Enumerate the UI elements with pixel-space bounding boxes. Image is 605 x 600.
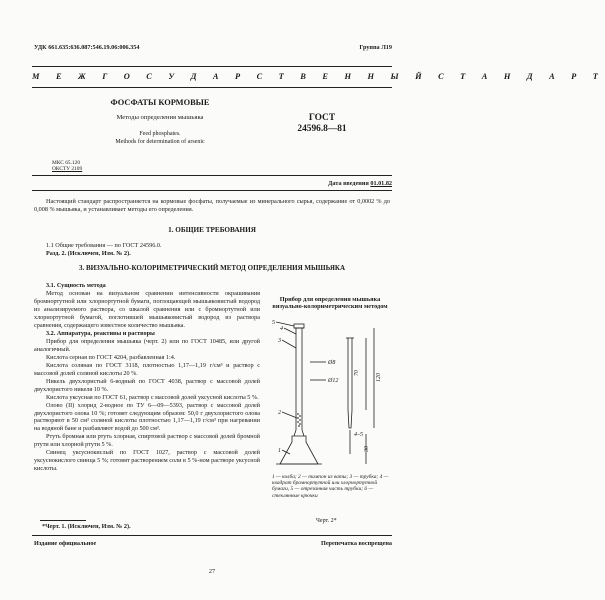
label-2: 2 <box>278 410 281 416</box>
standard-banner: М Е Ж Г О С У Д А Р С Т В Е Н Н Ы Й С Т А Н Д А Р Т <box>32 72 605 81</box>
section1-p2: Разд. 2. (Исключен, Изм. № 2). <box>46 250 131 257</box>
leader-4 <box>284 328 296 334</box>
subsection-3-1-text: Метод основан на визуальном сравнении интенсивности окрашивания бромнортутной или хлорнортутной бумаги, поглощающей мышьяковистый водород из анализируемого раствора, со шкалой сравнения или с бромнортутной или хлорнортутной бумагой, поглотившей мышьяковистый водород из раствора сравнения, содержащего известное количество мышьяка. <box>34 289 260 329</box>
effective-date-value: 01.01.82 <box>370 180 392 187</box>
cotton-tampon <box>297 413 301 427</box>
gost-label: ГОСТ <box>308 113 336 123</box>
leader-3 <box>282 340 296 348</box>
label-diameter-8: Ø8 <box>328 360 336 366</box>
doc-title: ФОСФАТЫ КОРМОВЫЕ <box>110 98 210 107</box>
reagent-item: Ртуть бромная или ртуть хлорная, спиртовой раствор с массовой долей бромной ртути или хлорной ртути 5 %. <box>34 433 260 449</box>
subsection-3-2-title: 3.2. Аппаратура, реактивы и растворы <box>46 330 155 338</box>
figure-number: Черт. 2* <box>316 518 337 524</box>
section3-heading: 3. ВИЗУАЛЬНО-КОЛОРИМЕТРИЧЕСКИЙ МЕТОД ОПРЕДЕЛЕНИЯ МЫШЬЯКА <box>78 264 346 272</box>
reagent-item: Олово (II) хлорид 2-водное по ТУ 6—09—5393, раствор с массовой долей двухлористого олова 10 %; готовят следующим образом: 50,0 г двухлористого олова растворяют в 50 см³ соляной кислоты плотностью 1,17—1,19 г/см³ при нагревании на водяной бане и разбавляют водой до 500 см³. <box>34 401 260 433</box>
label-diameter-12: Ø12 <box>328 378 339 384</box>
footnote-rule <box>40 520 86 521</box>
banner-rule <box>32 87 392 88</box>
label-4-5: 4–5 <box>354 432 363 438</box>
reagent-item: Свинец уксуснокислый по ГОСТ 1027, раствор с массовой долей уксуснокислого свинца 5 %; готовят растворением соли в 5 %-ном растворе уксусной кислоты. <box>34 449 260 472</box>
date-rule <box>32 190 392 191</box>
reagent-item: Кислота соляная по ГОСТ 3118, плотностью 1,17—1,19 г/см³ и раствор с массовой долей соляной кислоты 20 %. <box>34 362 260 377</box>
footnote: *Черт. 1. (Исключен, Изм. № 2). <box>42 523 131 530</box>
group-code: Группа Л19 <box>359 44 392 51</box>
top-rule <box>32 66 392 67</box>
arsenic-apparatus-drawing <box>270 318 394 470</box>
label-1: 1 <box>278 448 281 454</box>
paper-square <box>294 324 304 328</box>
section1-p1: 1.1 Общие требования — по ГОСТ 24596.0. <box>46 242 162 249</box>
section3-body <box>34 282 260 473</box>
label-5: 5 <box>272 320 275 326</box>
page-number: 27 <box>208 568 216 575</box>
label-4: 4 <box>280 326 283 332</box>
effective-date-label: Дата введения <box>328 180 369 187</box>
leader-5 <box>276 322 294 326</box>
figure-legend: 1 — колба; 2 — тампон из ваты; 3 — трубка; 4 — квадрат бромнортутной или хлорнортутной бумаги, 5 — отрезанная часть трубки; 6 — стеклянные крючки <box>272 474 389 499</box>
reprint-prohibited: Перепечатка воспрещена <box>321 540 392 547</box>
effective-date <box>328 180 392 188</box>
leader-2 <box>282 412 297 418</box>
reagent-item: Кислота уксусная по ГОСТ 61, раствор с массовой долей уксусной кислоты 5 %. <box>46 393 259 401</box>
label-length-70: 70 <box>354 370 360 376</box>
english-title-2: Methods for determination of arsenic <box>115 139 205 145</box>
label-length-120: 120 <box>376 373 382 382</box>
subsection-3-1-title: 3.1. Сущность метода <box>46 282 106 289</box>
intro-paragraph: Настоящий стандарт распространяется на кормовые фосфаты, получаемые из минерального сырья, содержание от 0,0002 % до 0,008 % мышьяка, и устанавливает методы его определения. <box>34 198 390 213</box>
doc-subtitle: Методы определения мышьяка <box>116 114 204 121</box>
tube-joint <box>294 430 304 436</box>
figure-caption: Прибор для определения мышьяка визуально-колориметрическим методом <box>272 296 388 311</box>
reagent-item: Прибор для определения мышьяка (черт. 2) или по ГОСТ 10485, или другой аналогичный. <box>34 338 260 354</box>
label-length-30: 30 <box>364 446 370 452</box>
footer-rule <box>32 535 392 536</box>
flask-outline <box>280 436 318 464</box>
label-3: 3 <box>278 338 281 344</box>
section1-heading: 1. ОБЩИЕ ТРЕБОВАНИЯ <box>168 226 256 234</box>
title-rule <box>32 175 392 176</box>
reagent-item: Никель двухлористый 6-водный по ГОСТ 4038, раствор с массовой долей двухлористого никеля 10 %. <box>34 377 260 393</box>
cut-tube-tip <box>348 410 352 428</box>
official-edition: Издание официальное <box>34 540 97 547</box>
reagent-item: Кислота серная по ГОСТ 4204, разбавленная 1:4. <box>46 354 176 362</box>
gost-number: 24596.8—81 <box>297 124 347 134</box>
udk-code: УДК 661.635:636.087:546.19.06:006.354 <box>34 44 140 51</box>
english-title-1: Feed phosphates. <box>139 131 181 137</box>
okstu-code: ОКСТУ 2109 <box>52 166 83 172</box>
mks-code: МКС 65.120 <box>52 160 81 166</box>
